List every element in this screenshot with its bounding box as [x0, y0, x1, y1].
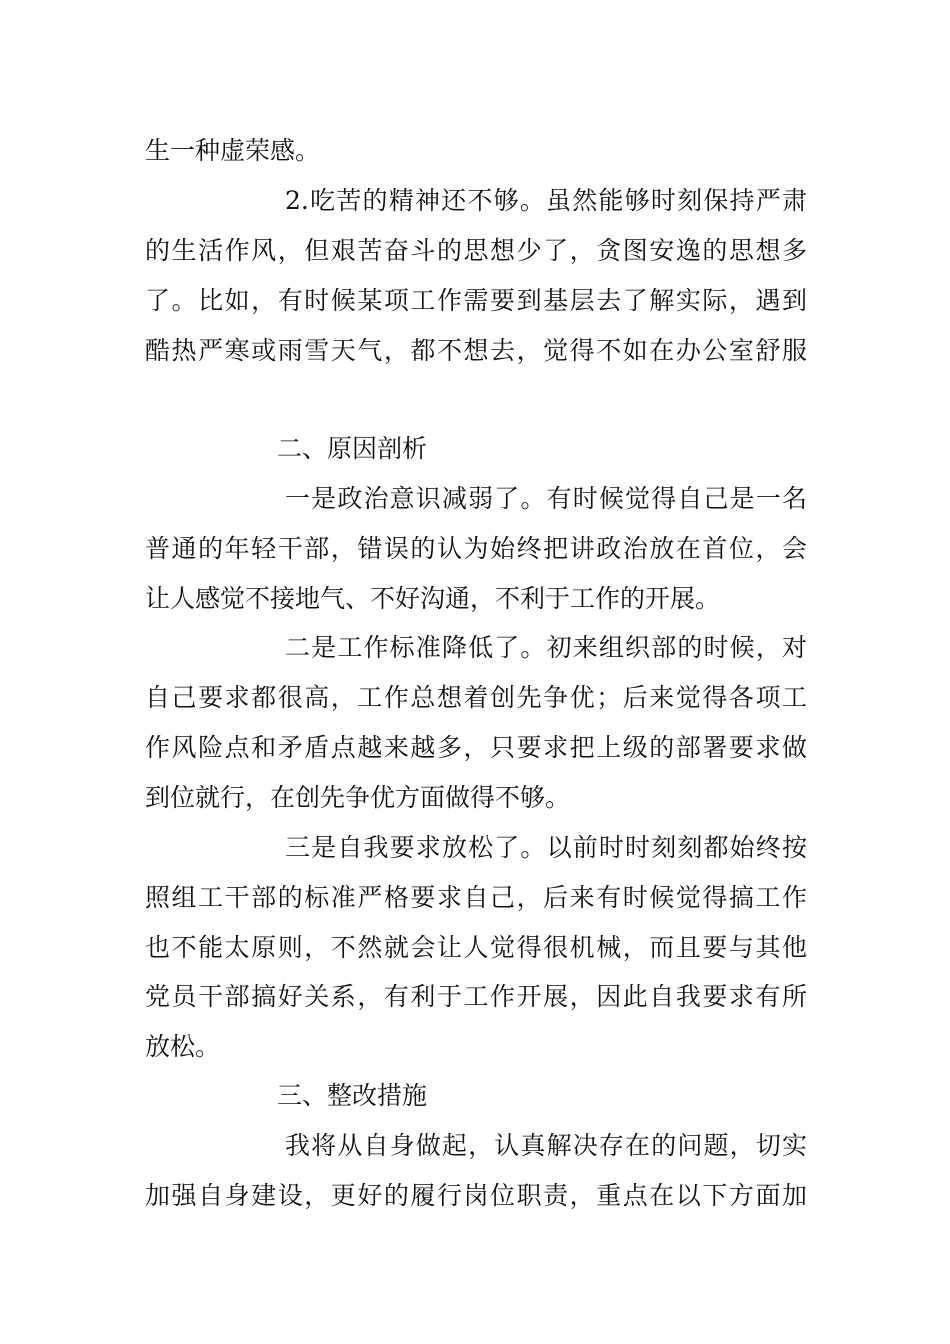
paragraph-line: 我将从自身做起，认真解决存在的问题，切实 [285, 1131, 807, 1160]
paragraph-line: 生一种虚荣感。 [145, 136, 321, 165]
section-heading: 二、原因剖析 [277, 434, 428, 463]
paragraph-line: 作风险点和矛盾点越来越多，只要求把上级的部署要求做 [145, 733, 807, 762]
paragraph-line: 三是自我要求放松了。以前时时刻刻都始终按 [285, 833, 807, 862]
section-heading: 三、整改措施 [277, 1081, 428, 1110]
paragraph-line: 让人感觉不接地气、不好沟通，不利于工作的开展。 [145, 584, 721, 613]
paragraph-line: 二是工作标准降低了。初来组织部的时候，对 [285, 633, 807, 662]
paragraph-line: 酷热严寒或雨雪天气，都不想去，觉得不如在办公室舒服 [145, 336, 807, 365]
paragraph-line: 加强自身建设，更好的履行岗位职责，重点在以下方面加 [145, 1181, 807, 1210]
paragraph-line: 放松。 [145, 1032, 221, 1061]
paragraph-line: 一是政治意识减弱了。有时候觉得自己是一名 [285, 484, 807, 513]
paragraph-line: 普通的年轻干部，错误的认为始终把讲政治放在首位，会 [145, 534, 807, 563]
paragraph-line: 自己要求都很高，工作总想着创先争优；后来觉得各项工 [145, 683, 807, 712]
paragraph-line: 也不能太原则，不然就会让人觉得很机械，而且要与其他 [145, 933, 807, 962]
paragraph-line: 到位就行，在创先争优方面做得不够。 [145, 783, 571, 812]
paragraph-line: 党员干部搞好关系，有利于工作开展，因此自我要求有所 [145, 982, 807, 1011]
paragraph-line: 2.吃苦的精神还不够。虽然能够时刻保持严肃 [285, 186, 807, 215]
paragraph-line: 了。比如，有时候某项工作需要到基层去了解实际，遇到 [145, 286, 807, 315]
paragraph-line: 照组工干部的标准严格要求自己，后来有时候觉得搞工作 [145, 883, 807, 912]
paragraph-line: 的生活作风，但艰苦奋斗的思想少了，贪图安逸的思想多 [145, 236, 807, 265]
